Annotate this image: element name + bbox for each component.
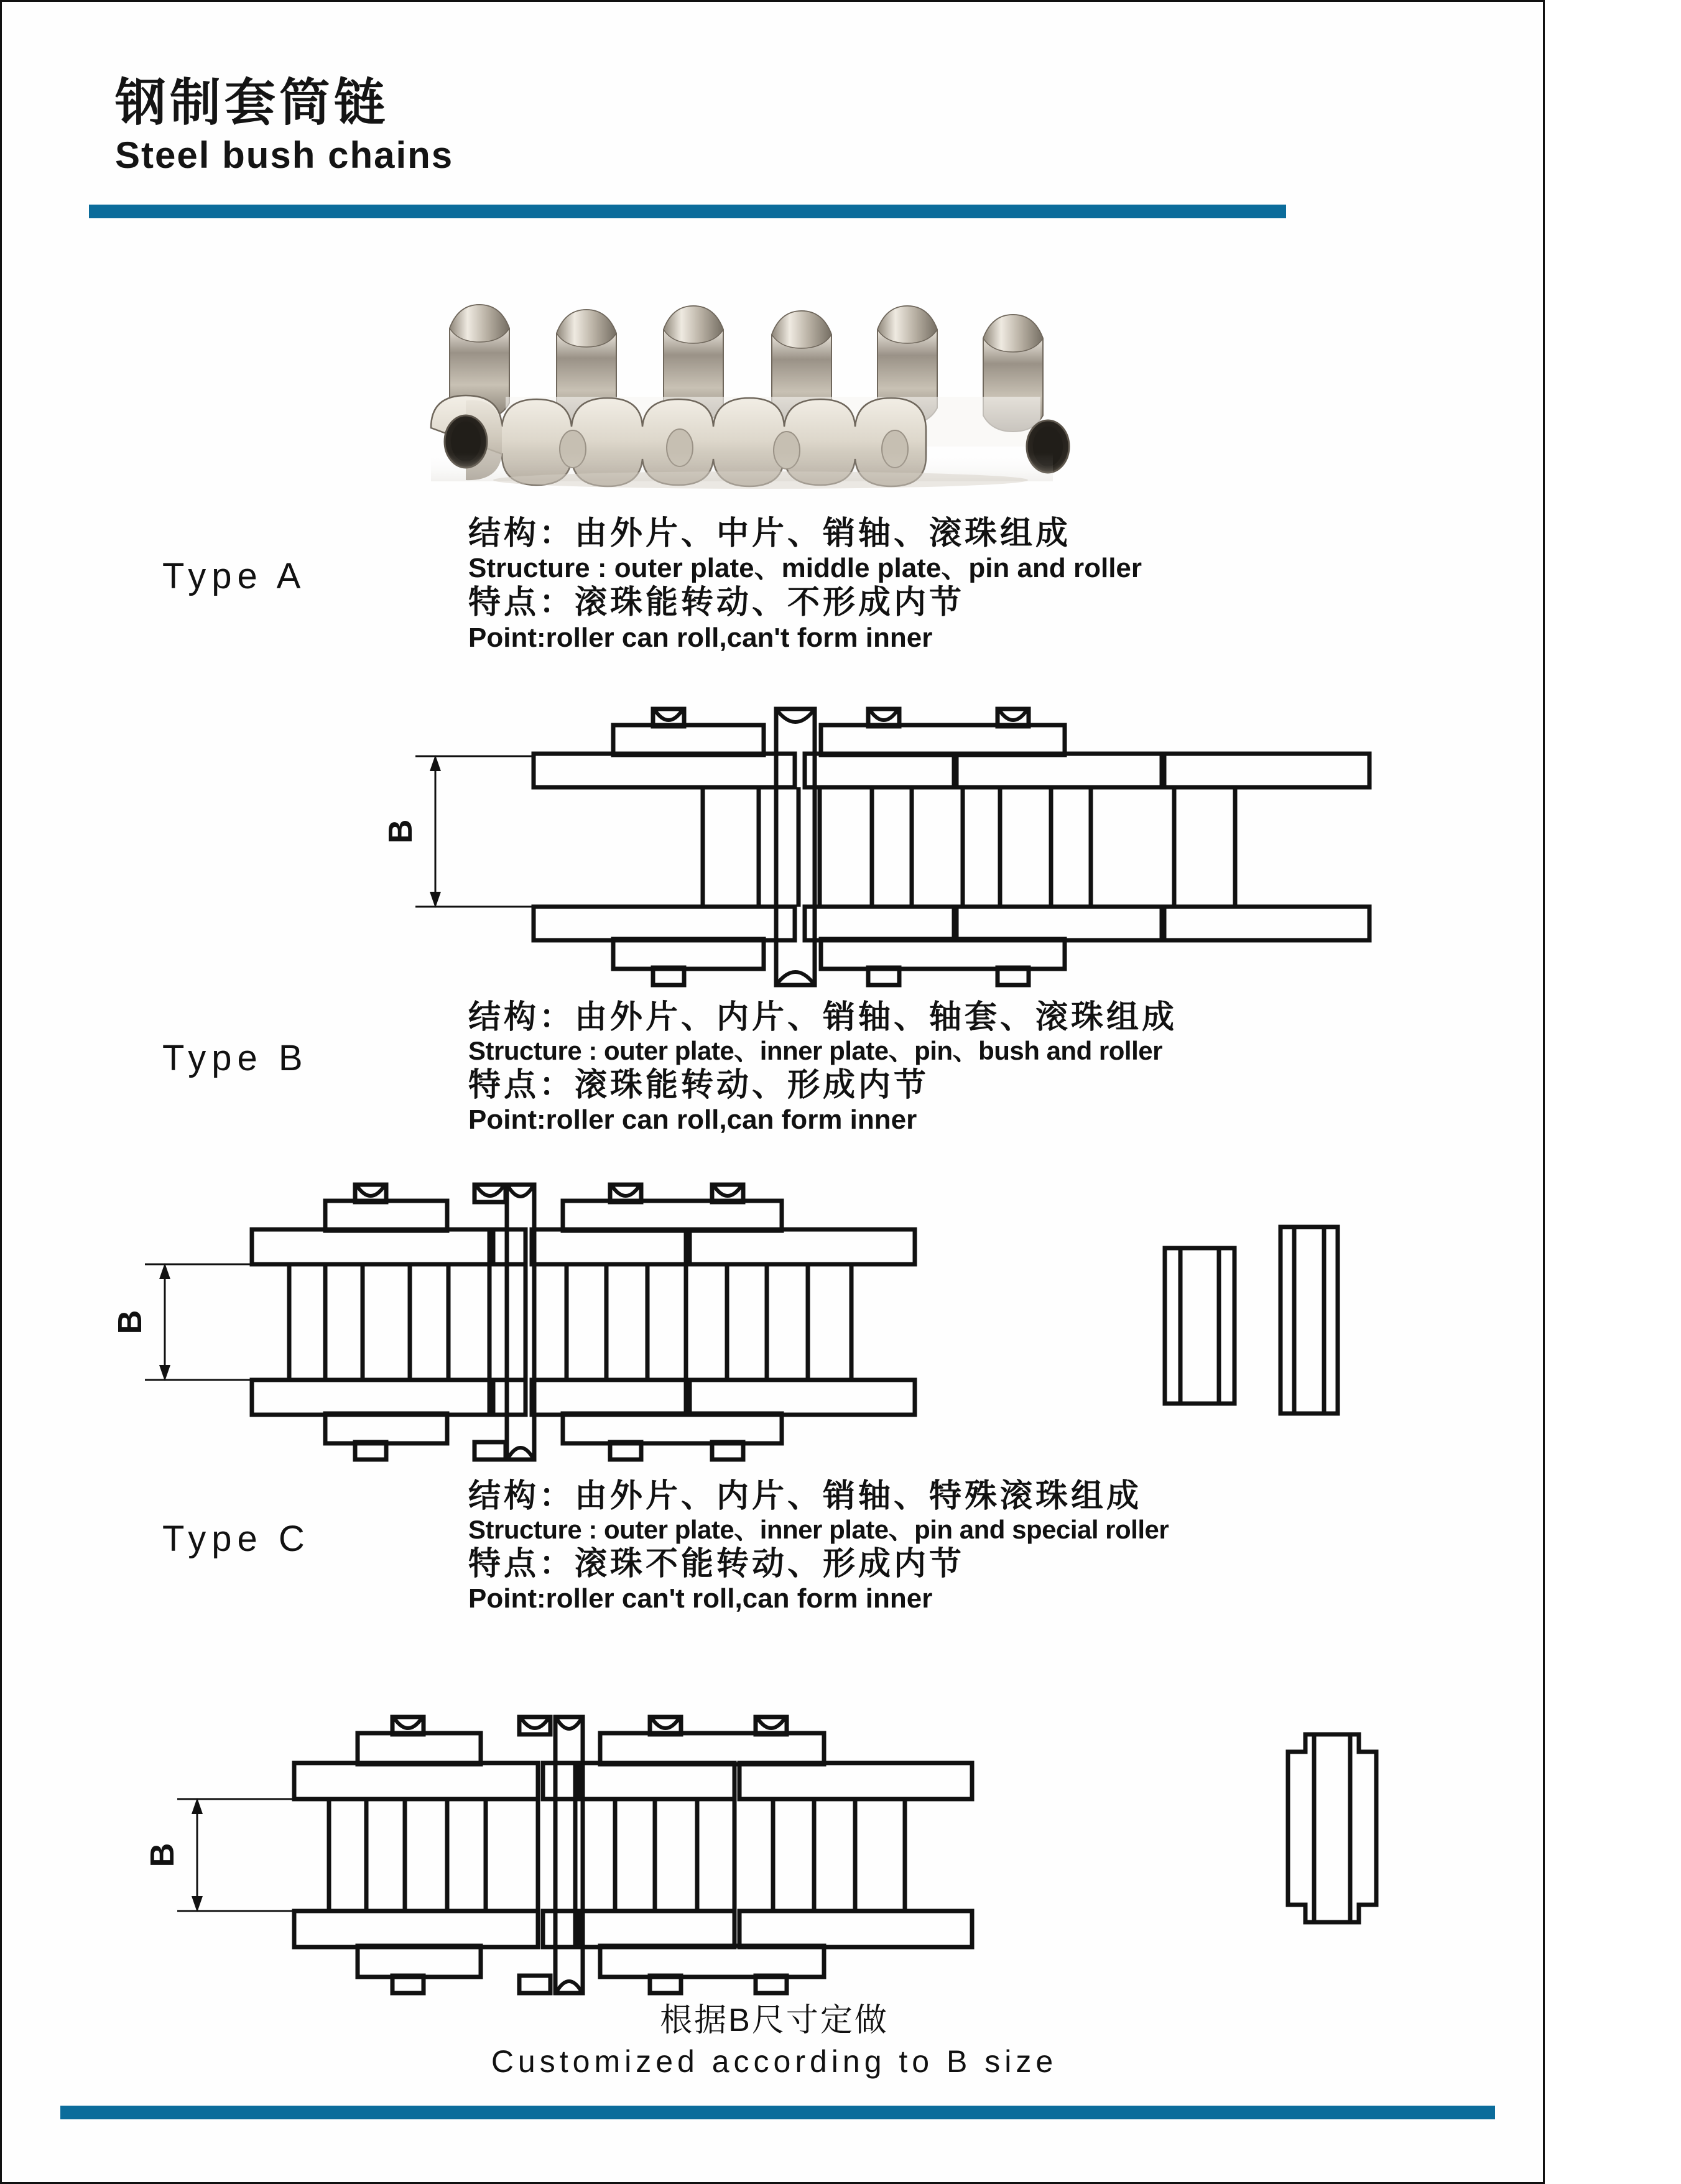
header-accent-rule bbox=[89, 205, 1286, 218]
type-b-drawing bbox=[111, 1171, 1395, 1445]
type-c-spec bbox=[468, 1478, 1681, 1614]
type-c-dimension-b: B bbox=[144, 1843, 181, 1867]
footer-note-cn: 根据B尺寸定做 bbox=[660, 2002, 889, 2038]
type-c-structure-cn: 结构：由外片、内片、销轴、特殊滚珠组成 bbox=[468, 1478, 1142, 1514]
type-b-label: Type B bbox=[162, 1038, 308, 1078]
type-c-drawing bbox=[144, 1693, 1426, 1979]
type-a-drawing bbox=[382, 695, 1398, 969]
type-b-point-cn: 特点：滚珠能转动、形成内节 bbox=[468, 1067, 930, 1104]
footer-note-en: Customized according to B size bbox=[491, 2044, 1058, 2080]
type-b-dimension-b: B bbox=[111, 1310, 149, 1335]
type-a-label: Type A bbox=[162, 556, 307, 596]
type-c-point-cn: 特点：滚珠不能转动、形成内节 bbox=[468, 1546, 965, 1583]
footer-note bbox=[2, 2001, 1547, 2081]
page-title-en: Steel bush chains bbox=[115, 134, 454, 177]
type-a-spec bbox=[468, 515, 1681, 654]
page-header bbox=[115, 76, 1359, 176]
type-c-label: Type C bbox=[162, 1519, 310, 1559]
type-a-dimension-b: B bbox=[382, 819, 419, 844]
product-photo-steel-bush-chain bbox=[412, 241, 1146, 484]
type-c-structure-en: Structure : outer plate、inner plate、pin and special roller bbox=[468, 1515, 1169, 1545]
type-a-point-en: Point:roller can roll,can't form inner bbox=[468, 622, 933, 653]
type-b-structure-en: Structure : outer plate、inner plate、pin、bush and roller bbox=[468, 1036, 1162, 1066]
type-c-point-en: Point:roller can't roll,can form inner bbox=[468, 1583, 933, 1614]
type-a-point-cn: 特点：滚珠能转动、不形成内节 bbox=[468, 585, 965, 621]
type-a-structure-cn: 结构：由外片、中片、销轴、滚珠组成 bbox=[468, 516, 1072, 552]
type-a-structure-en: Structure : outer plate、middle plate、pin and roller bbox=[468, 553, 1142, 584]
type-b-point-en: Point:roller can roll,can form inner bbox=[468, 1104, 917, 1136]
page-title-cn: 钢制套筒链 bbox=[115, 75, 389, 131]
type-b-spec bbox=[468, 999, 1681, 1136]
footer-accent-rule bbox=[60, 2106, 1495, 2119]
type-b-structure-cn: 结构：由外片、内片、销轴、轴套、滚珠组成 bbox=[468, 999, 1178, 1035]
